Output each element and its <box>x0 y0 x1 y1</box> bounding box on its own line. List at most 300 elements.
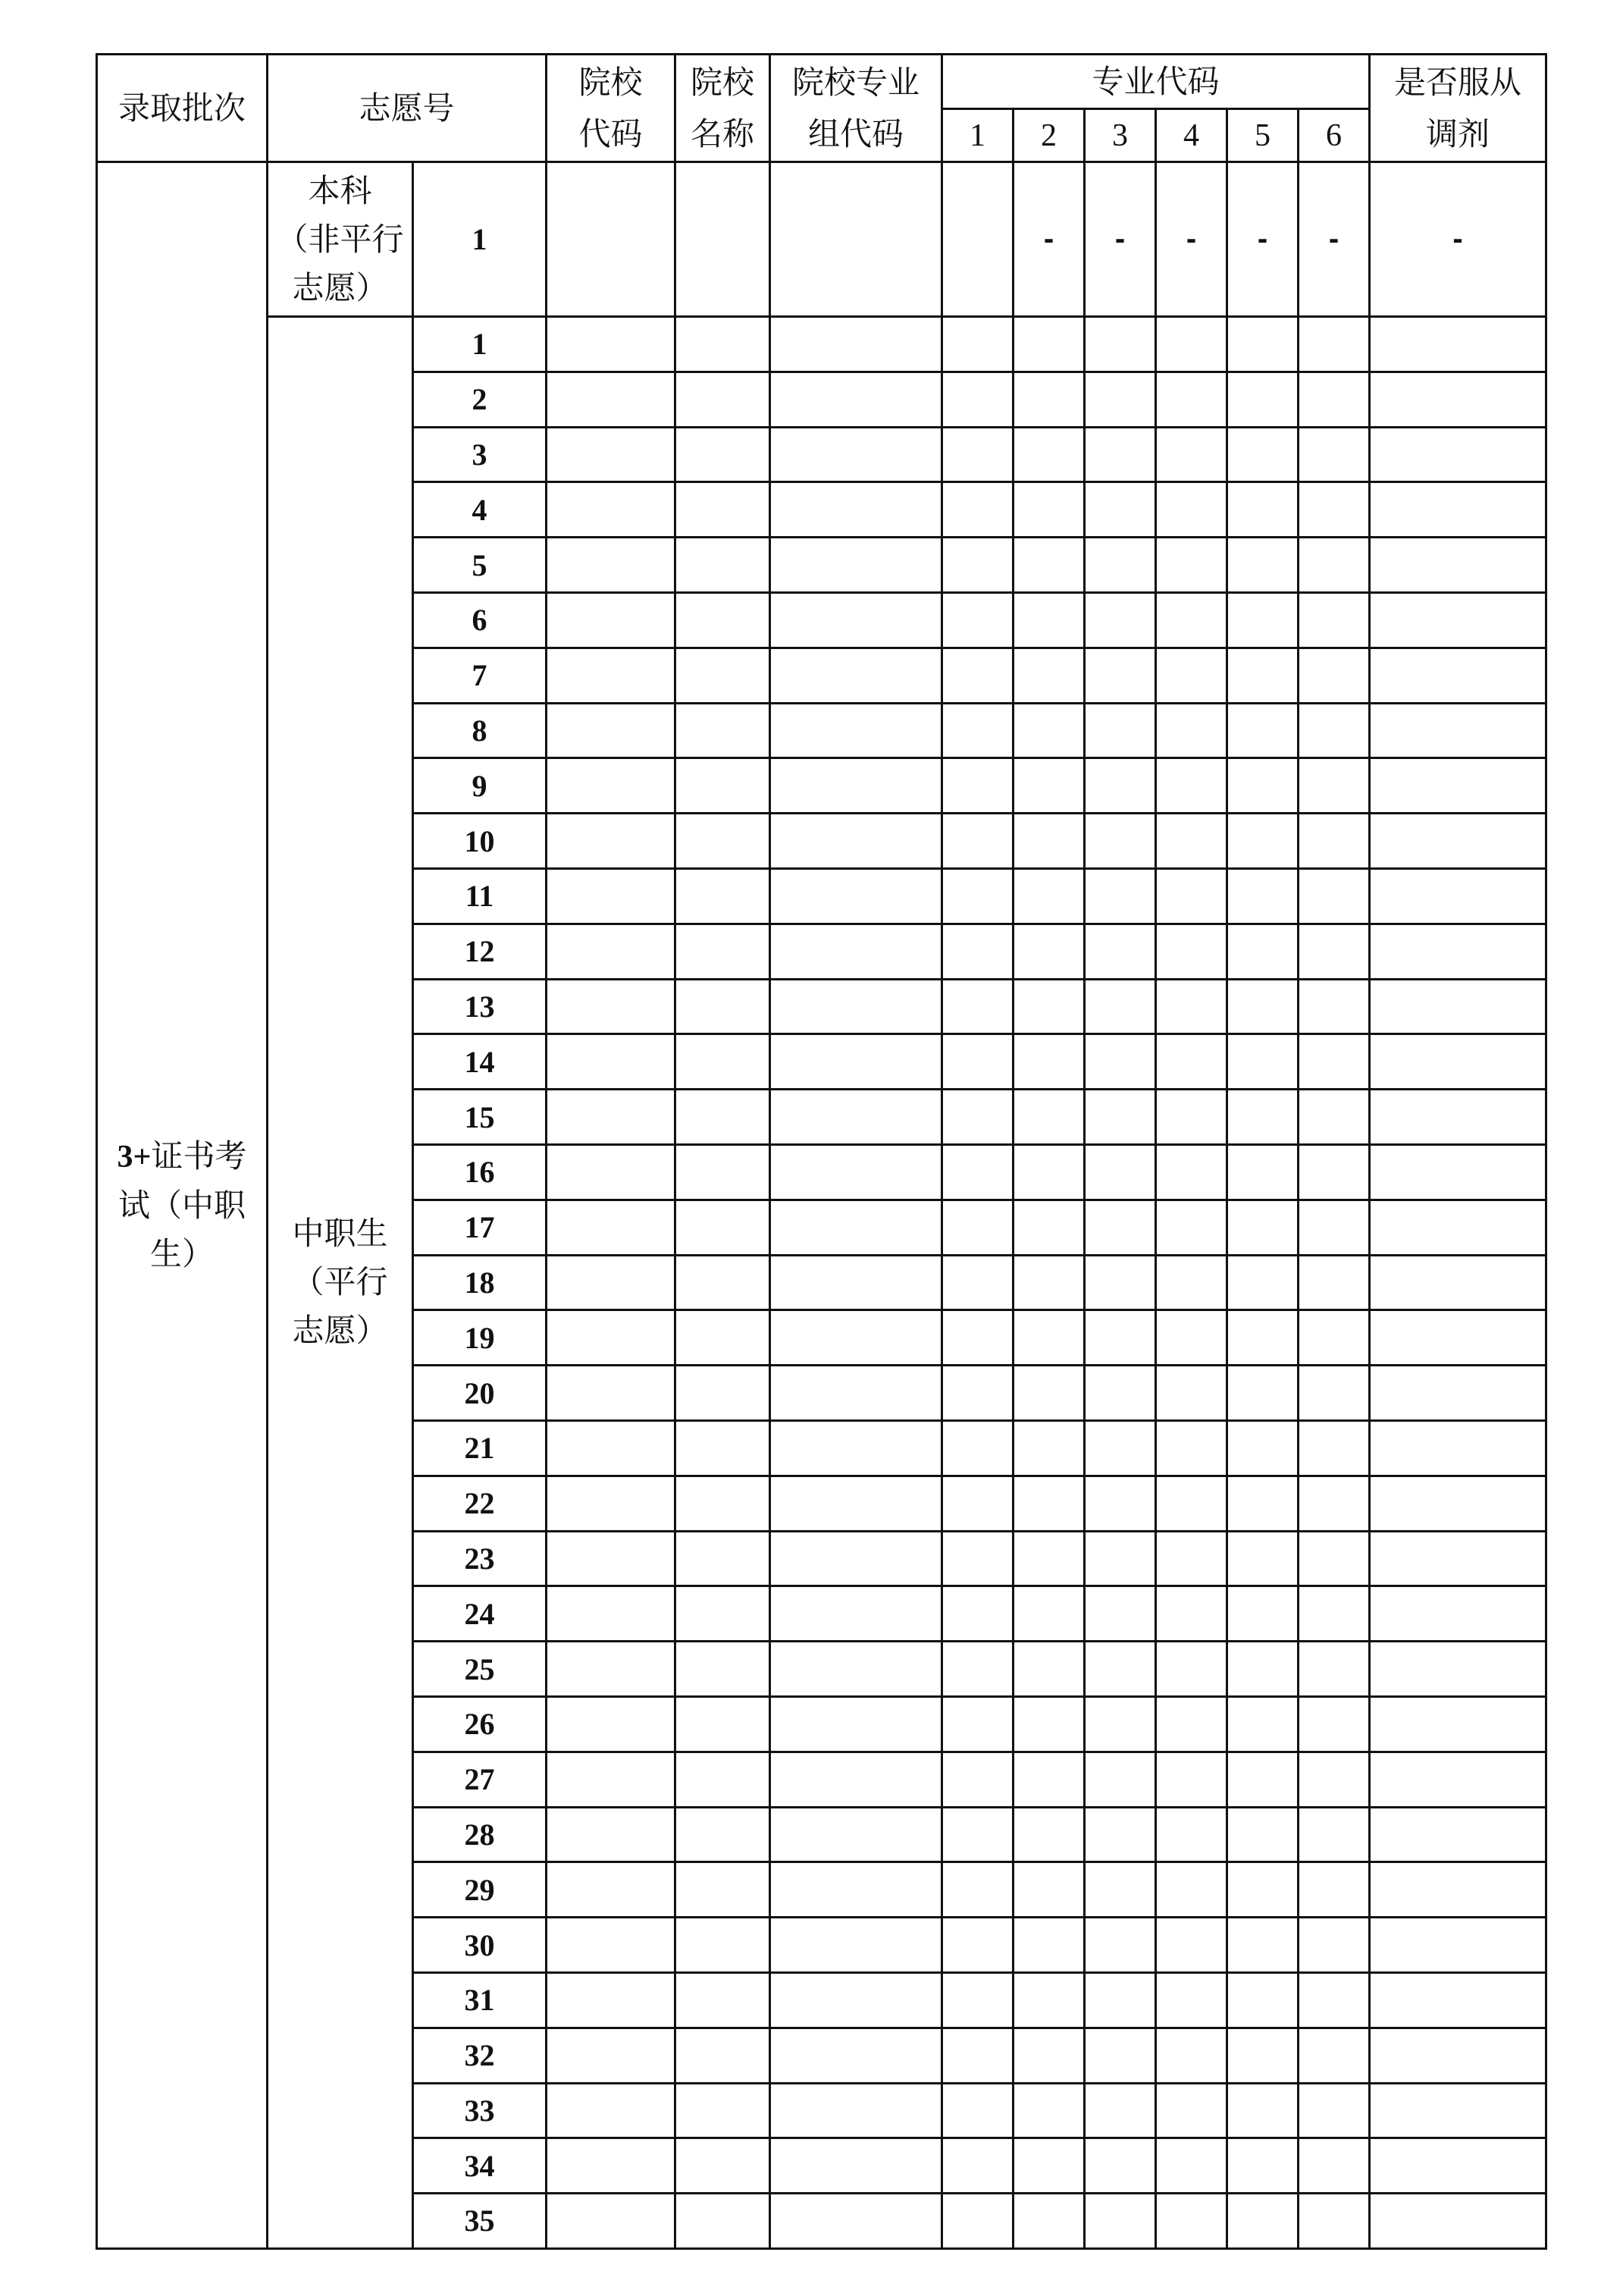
vocational-major-code-1-cell[interactable] <box>942 1586 1014 1642</box>
vocational-major-code-4-cell[interactable] <box>1156 1255 1227 1310</box>
vocational-major-code-1-cell[interactable] <box>942 868 1014 924</box>
vocational-major-code-2-cell[interactable] <box>1014 924 1085 979</box>
vocational-major-code-4-cell[interactable] <box>1156 2194 1227 2249</box>
vocational-major-code-2-cell[interactable] <box>1014 317 1085 372</box>
vocational-major-code-4-cell[interactable] <box>1156 372 1227 427</box>
vocational-school-code-cell[interactable] <box>547 1696 675 1752</box>
vocational-major-code-1-cell[interactable] <box>942 1090 1014 1145</box>
vocational-group-code-cell[interactable] <box>770 317 942 372</box>
vocational-major-code-2-cell[interactable] <box>1014 482 1085 538</box>
vocational-adjust-cell[interactable] <box>1370 1200 1546 1255</box>
vocational-group-code-cell[interactable] <box>770 538 942 593</box>
vocational-adjust-cell[interactable] <box>1370 482 1546 538</box>
vocational-major-code-1-cell[interactable] <box>942 1366 1014 1421</box>
vocational-major-code-6-cell[interactable] <box>1299 1586 1370 1642</box>
vocational-school-name-cell[interactable] <box>675 1531 770 1586</box>
vocational-major-code-6-cell[interactable] <box>1299 648 1370 703</box>
vocational-major-code-4-cell[interactable] <box>1156 538 1227 593</box>
vocational-major-code-6-cell[interactable] <box>1299 1918 1370 1973</box>
vocational-school-name-cell[interactable] <box>675 1200 770 1255</box>
vocational-major-code-1-cell[interactable] <box>942 2083 1014 2138</box>
vocational-major-code-5-cell[interactable] <box>1227 868 1299 924</box>
vocational-major-code-2-cell[interactable] <box>1014 648 1085 703</box>
vocational-major-code-3-cell[interactable] <box>1085 1144 1156 1200</box>
vocational-major-code-2-cell[interactable] <box>1014 703 1085 758</box>
vocational-school-code-cell[interactable] <box>547 1420 675 1476</box>
vocational-major-code-3-cell[interactable] <box>1085 648 1156 703</box>
vocational-major-code-2-cell[interactable] <box>1014 2028 1085 2083</box>
vocational-group-code-cell[interactable] <box>770 1034 942 1090</box>
vocational-major-code-6-cell[interactable] <box>1299 758 1370 814</box>
vocational-major-code-5-cell[interactable] <box>1227 1034 1299 1090</box>
vocational-major-code-2-cell[interactable] <box>1014 1752 1085 1807</box>
vocational-major-code-3-cell[interactable] <box>1085 427 1156 482</box>
vocational-major-code-1-cell[interactable] <box>942 1476 1014 1531</box>
vocational-major-code-4-cell[interactable] <box>1156 1696 1227 1752</box>
vocational-school-name-cell[interactable] <box>675 1972 770 2028</box>
vocational-adjust-cell[interactable] <box>1370 427 1546 482</box>
vocational-adjust-cell[interactable] <box>1370 1807 1546 1862</box>
vocational-adjust-cell[interactable] <box>1370 758 1546 814</box>
vocational-major-code-5-cell[interactable] <box>1227 1420 1299 1476</box>
vocational-major-code-3-cell[interactable] <box>1085 979 1156 1034</box>
vocational-major-code-2-cell[interactable] <box>1014 1310 1085 1366</box>
vocational-major-code-5-cell[interactable] <box>1227 648 1299 703</box>
vocational-major-code-5-cell[interactable] <box>1227 372 1299 427</box>
vocational-major-code-6-cell[interactable] <box>1299 1366 1370 1421</box>
vocational-major-code-6-cell[interactable] <box>1299 1034 1370 1090</box>
vocational-group-code-cell[interactable] <box>770 1476 942 1531</box>
vocational-school-code-cell[interactable] <box>547 979 675 1034</box>
vocational-major-code-3-cell[interactable] <box>1085 703 1156 758</box>
vocational-major-code-5-cell[interactable] <box>1227 1752 1299 1807</box>
vocational-school-name-cell[interactable] <box>675 814 770 869</box>
vocational-major-code-6-cell[interactable] <box>1299 703 1370 758</box>
vocational-major-code-5-cell[interactable] <box>1227 2028 1299 2083</box>
vocational-major-code-5-cell[interactable] <box>1227 1531 1299 1586</box>
vocational-major-code-5-cell[interactable] <box>1227 1366 1299 1421</box>
vocational-major-code-6-cell[interactable] <box>1299 427 1370 482</box>
undergrad-group-code-cell[interactable] <box>770 162 942 317</box>
vocational-major-code-4-cell[interactable] <box>1156 868 1227 924</box>
vocational-group-code-cell[interactable] <box>770 1752 942 1807</box>
vocational-group-code-cell[interactable] <box>770 868 942 924</box>
vocational-major-code-2-cell[interactable] <box>1014 1034 1085 1090</box>
vocational-major-code-4-cell[interactable] <box>1156 1972 1227 2028</box>
vocational-major-code-6-cell[interactable] <box>1299 1862 1370 1918</box>
vocational-school-name-cell[interactable] <box>675 1144 770 1200</box>
vocational-major-code-4-cell[interactable] <box>1156 703 1227 758</box>
vocational-major-code-3-cell[interactable] <box>1085 758 1156 814</box>
vocational-adjust-cell[interactable] <box>1370 1034 1546 1090</box>
vocational-major-code-5-cell[interactable] <box>1227 1696 1299 1752</box>
vocational-major-code-1-cell[interactable] <box>942 1200 1014 1255</box>
vocational-major-code-1-cell[interactable] <box>942 1696 1014 1752</box>
vocational-major-code-6-cell[interactable] <box>1299 2194 1370 2249</box>
vocational-adjust-cell[interactable] <box>1370 2194 1546 2249</box>
vocational-school-code-cell[interactable] <box>547 1807 675 1862</box>
vocational-major-code-1-cell[interactable] <box>942 979 1014 1034</box>
vocational-major-code-5-cell[interactable] <box>1227 1862 1299 1918</box>
vocational-major-code-1-cell[interactable] <box>942 758 1014 814</box>
vocational-major-code-2-cell[interactable] <box>1014 1420 1085 1476</box>
vocational-school-name-cell[interactable] <box>675 1807 770 1862</box>
vocational-school-name-cell[interactable] <box>675 979 770 1034</box>
vocational-school-code-cell[interactable] <box>547 1642 675 1697</box>
vocational-major-code-4-cell[interactable] <box>1156 758 1227 814</box>
vocational-major-code-5-cell[interactable] <box>1227 703 1299 758</box>
vocational-major-code-4-cell[interactable] <box>1156 2083 1227 2138</box>
vocational-major-code-4-cell[interactable] <box>1156 482 1227 538</box>
vocational-major-code-1-cell[interactable] <box>942 372 1014 427</box>
vocational-group-code-cell[interactable] <box>770 979 942 1034</box>
vocational-major-code-6-cell[interactable] <box>1299 1200 1370 1255</box>
vocational-major-code-3-cell[interactable] <box>1085 1642 1156 1697</box>
vocational-adjust-cell[interactable] <box>1370 317 1546 372</box>
vocational-major-code-5-cell[interactable] <box>1227 979 1299 1034</box>
vocational-group-code-cell[interactable] <box>770 1642 942 1697</box>
vocational-school-name-cell[interactable] <box>675 2138 770 2194</box>
vocational-group-code-cell[interactable] <box>770 2194 942 2249</box>
vocational-group-code-cell[interactable] <box>770 1918 942 1973</box>
vocational-school-name-cell[interactable] <box>675 1862 770 1918</box>
vocational-adjust-cell[interactable] <box>1370 372 1546 427</box>
vocational-group-code-cell[interactable] <box>770 2028 942 2083</box>
vocational-major-code-5-cell[interactable] <box>1227 1255 1299 1310</box>
vocational-adjust-cell[interactable] <box>1370 1642 1546 1697</box>
vocational-major-code-4-cell[interactable] <box>1156 1476 1227 1531</box>
vocational-major-code-2-cell[interactable] <box>1014 1200 1085 1255</box>
vocational-major-code-1-cell[interactable] <box>942 924 1014 979</box>
vocational-major-code-2-cell[interactable] <box>1014 814 1085 869</box>
vocational-major-code-2-cell[interactable] <box>1014 1476 1085 1531</box>
vocational-major-code-1-cell[interactable] <box>942 814 1014 869</box>
vocational-major-code-5-cell[interactable] <box>1227 1144 1299 1200</box>
vocational-major-code-6-cell[interactable] <box>1299 538 1370 593</box>
vocational-major-code-5-cell[interactable] <box>1227 924 1299 979</box>
vocational-major-code-3-cell[interactable] <box>1085 1034 1156 1090</box>
vocational-school-name-cell[interactable] <box>675 1310 770 1366</box>
vocational-group-code-cell[interactable] <box>770 814 942 869</box>
vocational-school-code-cell[interactable] <box>547 538 675 593</box>
vocational-major-code-4-cell[interactable] <box>1156 1090 1227 1145</box>
vocational-group-code-cell[interactable] <box>770 924 942 979</box>
vocational-major-code-5-cell[interactable] <box>1227 2138 1299 2194</box>
vocational-group-code-cell[interactable] <box>770 1586 942 1642</box>
vocational-major-code-2-cell[interactable] <box>1014 1807 1085 1862</box>
vocational-major-code-3-cell[interactable] <box>1085 2083 1156 2138</box>
vocational-adjust-cell[interactable] <box>1370 1586 1546 1642</box>
vocational-school-name-cell[interactable] <box>675 1476 770 1531</box>
vocational-group-code-cell[interactable] <box>770 1200 942 1255</box>
vocational-major-code-2-cell[interactable] <box>1014 1642 1085 1697</box>
vocational-major-code-4-cell[interactable] <box>1156 1752 1227 1807</box>
vocational-major-code-5-cell[interactable] <box>1227 1090 1299 1145</box>
vocational-school-code-cell[interactable] <box>547 1255 675 1310</box>
vocational-major-code-3-cell[interactable] <box>1085 2028 1156 2083</box>
vocational-major-code-6-cell[interactable] <box>1299 1531 1370 1586</box>
vocational-major-code-3-cell[interactable] <box>1085 1586 1156 1642</box>
undergrad-school-name-cell[interactable] <box>675 162 770 317</box>
vocational-major-code-6-cell[interactable] <box>1299 2083 1370 2138</box>
vocational-adjust-cell[interactable] <box>1370 1862 1546 1918</box>
vocational-major-code-6-cell[interactable] <box>1299 868 1370 924</box>
vocational-school-name-cell[interactable] <box>675 538 770 593</box>
vocational-school-code-cell[interactable] <box>547 1366 675 1421</box>
vocational-school-code-cell[interactable] <box>547 372 675 427</box>
vocational-major-code-6-cell[interactable] <box>1299 1476 1370 1531</box>
vocational-school-code-cell[interactable] <box>547 2083 675 2138</box>
vocational-adjust-cell[interactable] <box>1370 703 1546 758</box>
vocational-adjust-cell[interactable] <box>1370 1366 1546 1421</box>
vocational-major-code-4-cell[interactable] <box>1156 979 1227 1034</box>
vocational-adjust-cell[interactable] <box>1370 1090 1546 1145</box>
vocational-school-code-cell[interactable] <box>547 1476 675 1531</box>
vocational-major-code-1-cell[interactable] <box>942 317 1014 372</box>
vocational-major-code-1-cell[interactable] <box>942 1807 1014 1862</box>
vocational-school-name-cell[interactable] <box>675 592 770 648</box>
vocational-major-code-5-cell[interactable] <box>1227 592 1299 648</box>
vocational-group-code-cell[interactable] <box>770 758 942 814</box>
vocational-major-code-1-cell[interactable] <box>942 2028 1014 2083</box>
vocational-group-code-cell[interactable] <box>770 592 942 648</box>
vocational-major-code-1-cell[interactable] <box>942 1752 1014 1807</box>
vocational-school-code-cell[interactable] <box>547 1752 675 1807</box>
vocational-group-code-cell[interactable] <box>770 372 942 427</box>
vocational-adjust-cell[interactable] <box>1370 538 1546 593</box>
vocational-major-code-1-cell[interactable] <box>942 1972 1014 2028</box>
vocational-group-code-cell[interactable] <box>770 1310 942 1366</box>
vocational-major-code-3-cell[interactable] <box>1085 1531 1156 1586</box>
vocational-school-name-cell[interactable] <box>675 758 770 814</box>
vocational-major-code-4-cell[interactable] <box>1156 2028 1227 2083</box>
vocational-major-code-6-cell[interactable] <box>1299 1972 1370 2028</box>
vocational-major-code-1-cell[interactable] <box>942 427 1014 482</box>
vocational-major-code-2-cell[interactable] <box>1014 1586 1085 1642</box>
undergrad-school-code-cell[interactable] <box>547 162 675 317</box>
vocational-major-code-3-cell[interactable] <box>1085 372 1156 427</box>
vocational-major-code-5-cell[interactable] <box>1227 538 1299 593</box>
vocational-school-name-cell[interactable] <box>675 2194 770 2249</box>
vocational-major-code-3-cell[interactable] <box>1085 1420 1156 1476</box>
vocational-major-code-4-cell[interactable] <box>1156 1807 1227 1862</box>
vocational-school-name-cell[interactable] <box>675 1255 770 1310</box>
vocational-school-code-cell[interactable] <box>547 868 675 924</box>
vocational-school-code-cell[interactable] <box>547 1862 675 1918</box>
vocational-major-code-1-cell[interactable] <box>942 1144 1014 1200</box>
vocational-major-code-2-cell[interactable] <box>1014 427 1085 482</box>
vocational-major-code-3-cell[interactable] <box>1085 1918 1156 1973</box>
vocational-major-code-3-cell[interactable] <box>1085 592 1156 648</box>
vocational-school-name-cell[interactable] <box>675 1642 770 1697</box>
vocational-school-code-cell[interactable] <box>547 1531 675 1586</box>
vocational-group-code-cell[interactable] <box>770 1255 942 1310</box>
vocational-major-code-2-cell[interactable] <box>1014 758 1085 814</box>
vocational-major-code-2-cell[interactable] <box>1014 2194 1085 2249</box>
vocational-group-code-cell[interactable] <box>770 1090 942 1145</box>
vocational-major-code-4-cell[interactable] <box>1156 1200 1227 1255</box>
vocational-major-code-2-cell[interactable] <box>1014 868 1085 924</box>
vocational-school-name-cell[interactable] <box>675 648 770 703</box>
vocational-major-code-5-cell[interactable] <box>1227 2194 1299 2249</box>
vocational-major-code-6-cell[interactable] <box>1299 1420 1370 1476</box>
vocational-school-code-cell[interactable] <box>547 2138 675 2194</box>
vocational-adjust-cell[interactable] <box>1370 648 1546 703</box>
vocational-school-name-cell[interactable] <box>675 924 770 979</box>
vocational-group-code-cell[interactable] <box>770 1862 942 1918</box>
vocational-major-code-2-cell[interactable] <box>1014 2083 1085 2138</box>
vocational-major-code-1-cell[interactable] <box>942 703 1014 758</box>
vocational-adjust-cell[interactable] <box>1370 1420 1546 1476</box>
vocational-major-code-4-cell[interactable] <box>1156 1642 1227 1697</box>
vocational-adjust-cell[interactable] <box>1370 924 1546 979</box>
vocational-major-code-3-cell[interactable] <box>1085 924 1156 979</box>
vocational-major-code-5-cell[interactable] <box>1227 2083 1299 2138</box>
vocational-adjust-cell[interactable] <box>1370 1476 1546 1531</box>
vocational-major-code-3-cell[interactable] <box>1085 1476 1156 1531</box>
vocational-school-name-cell[interactable] <box>675 1586 770 1642</box>
vocational-major-code-5-cell[interactable] <box>1227 1310 1299 1366</box>
vocational-adjust-cell[interactable] <box>1370 1531 1546 1586</box>
vocational-major-code-4-cell[interactable] <box>1156 2138 1227 2194</box>
vocational-major-code-5-cell[interactable] <box>1227 1476 1299 1531</box>
vocational-major-code-2-cell[interactable] <box>1014 979 1085 1034</box>
vocational-major-code-1-cell[interactable] <box>942 1918 1014 1973</box>
vocational-group-code-cell[interactable] <box>770 1420 942 1476</box>
vocational-major-code-3-cell[interactable] <box>1085 1366 1156 1421</box>
vocational-school-name-cell[interactable] <box>675 1090 770 1145</box>
vocational-major-code-3-cell[interactable] <box>1085 868 1156 924</box>
vocational-school-code-cell[interactable] <box>547 1034 675 1090</box>
vocational-major-code-3-cell[interactable] <box>1085 1752 1156 1807</box>
vocational-group-code-cell[interactable] <box>770 1531 942 1586</box>
vocational-major-code-6-cell[interactable] <box>1299 2028 1370 2083</box>
vocational-group-code-cell[interactable] <box>770 2138 942 2194</box>
vocational-adjust-cell[interactable] <box>1370 2083 1546 2138</box>
vocational-major-code-6-cell[interactable] <box>1299 1310 1370 1366</box>
vocational-group-code-cell[interactable] <box>770 482 942 538</box>
vocational-school-name-cell[interactable] <box>675 427 770 482</box>
vocational-major-code-2-cell[interactable] <box>1014 1531 1085 1586</box>
vocational-adjust-cell[interactable] <box>1370 1918 1546 1973</box>
vocational-major-code-3-cell[interactable] <box>1085 1200 1156 1255</box>
vocational-school-code-cell[interactable] <box>547 317 675 372</box>
vocational-school-code-cell[interactable] <box>547 2028 675 2083</box>
vocational-major-code-6-cell[interactable] <box>1299 317 1370 372</box>
vocational-adjust-cell[interactable] <box>1370 979 1546 1034</box>
vocational-major-code-3-cell[interactable] <box>1085 2194 1156 2249</box>
vocational-adjust-cell[interactable] <box>1370 1310 1546 1366</box>
vocational-major-code-5-cell[interactable] <box>1227 1972 1299 2028</box>
vocational-major-code-4-cell[interactable] <box>1156 592 1227 648</box>
vocational-major-code-5-cell[interactable] <box>1227 317 1299 372</box>
vocational-major-code-3-cell[interactable] <box>1085 538 1156 593</box>
undergrad-major-code-1-cell[interactable] <box>942 162 1014 317</box>
vocational-school-name-cell[interactable] <box>675 1366 770 1421</box>
vocational-major-code-2-cell[interactable] <box>1014 1918 1085 1973</box>
vocational-major-code-3-cell[interactable] <box>1085 1972 1156 2028</box>
vocational-school-name-cell[interactable] <box>675 1420 770 1476</box>
vocational-school-name-cell[interactable] <box>675 1918 770 1973</box>
vocational-major-code-4-cell[interactable] <box>1156 1144 1227 1200</box>
vocational-major-code-6-cell[interactable] <box>1299 592 1370 648</box>
vocational-major-code-4-cell[interactable] <box>1156 1310 1227 1366</box>
vocational-adjust-cell[interactable] <box>1370 2028 1546 2083</box>
vocational-adjust-cell[interactable] <box>1370 1255 1546 1310</box>
vocational-major-code-5-cell[interactable] <box>1227 482 1299 538</box>
vocational-school-code-cell[interactable] <box>547 703 675 758</box>
vocational-school-code-cell[interactable] <box>547 758 675 814</box>
vocational-school-name-cell[interactable] <box>675 482 770 538</box>
vocational-major-code-1-cell[interactable] <box>942 1034 1014 1090</box>
vocational-school-code-cell[interactable] <box>547 1972 675 2028</box>
vocational-major-code-4-cell[interactable] <box>1156 1531 1227 1586</box>
vocational-major-code-3-cell[interactable] <box>1085 1696 1156 1752</box>
vocational-group-code-cell[interactable] <box>770 1972 942 2028</box>
vocational-school-name-cell[interactable] <box>675 1752 770 1807</box>
vocational-school-name-cell[interactable] <box>675 317 770 372</box>
vocational-school-code-cell[interactable] <box>547 648 675 703</box>
vocational-major-code-5-cell[interactable] <box>1227 1200 1299 1255</box>
vocational-school-code-cell[interactable] <box>547 427 675 482</box>
vocational-group-code-cell[interactable] <box>770 2083 942 2138</box>
vocational-major-code-1-cell[interactable] <box>942 1420 1014 1476</box>
vocational-major-code-6-cell[interactable] <box>1299 979 1370 1034</box>
vocational-major-code-1-cell[interactable] <box>942 1310 1014 1366</box>
vocational-adjust-cell[interactable] <box>1370 1696 1546 1752</box>
vocational-major-code-4-cell[interactable] <box>1156 648 1227 703</box>
vocational-major-code-3-cell[interactable] <box>1085 482 1156 538</box>
vocational-major-code-6-cell[interactable] <box>1299 2138 1370 2194</box>
vocational-major-code-4-cell[interactable] <box>1156 427 1227 482</box>
vocational-major-code-4-cell[interactable] <box>1156 317 1227 372</box>
vocational-major-code-5-cell[interactable] <box>1227 814 1299 869</box>
vocational-adjust-cell[interactable] <box>1370 814 1546 869</box>
vocational-major-code-1-cell[interactable] <box>942 538 1014 593</box>
vocational-school-name-cell[interactable] <box>675 1696 770 1752</box>
vocational-major-code-5-cell[interactable] <box>1227 1586 1299 1642</box>
vocational-school-code-cell[interactable] <box>547 924 675 979</box>
vocational-group-code-cell[interactable] <box>770 1807 942 1862</box>
vocational-school-code-cell[interactable] <box>547 2194 675 2249</box>
vocational-school-code-cell[interactable] <box>547 1586 675 1642</box>
vocational-major-code-4-cell[interactable] <box>1156 814 1227 869</box>
vocational-major-code-3-cell[interactable] <box>1085 2138 1156 2194</box>
vocational-major-code-6-cell[interactable] <box>1299 814 1370 869</box>
vocational-major-code-5-cell[interactable] <box>1227 758 1299 814</box>
vocational-school-code-cell[interactable] <box>547 814 675 869</box>
vocational-adjust-cell[interactable] <box>1370 592 1546 648</box>
vocational-major-code-2-cell[interactable] <box>1014 592 1085 648</box>
vocational-major-code-3-cell[interactable] <box>1085 1862 1156 1918</box>
vocational-major-code-6-cell[interactable] <box>1299 1696 1370 1752</box>
vocational-school-name-cell[interactable] <box>675 2028 770 2083</box>
vocational-major-code-1-cell[interactable] <box>942 2194 1014 2249</box>
vocational-major-code-5-cell[interactable] <box>1227 1642 1299 1697</box>
vocational-school-name-cell[interactable] <box>675 372 770 427</box>
vocational-major-code-6-cell[interactable] <box>1299 1144 1370 1200</box>
vocational-major-code-4-cell[interactable] <box>1156 1366 1227 1421</box>
vocational-school-name-cell[interactable] <box>675 1034 770 1090</box>
vocational-major-code-6-cell[interactable] <box>1299 1090 1370 1145</box>
vocational-major-code-4-cell[interactable] <box>1156 924 1227 979</box>
vocational-major-code-3-cell[interactable] <box>1085 814 1156 869</box>
vocational-major-code-3-cell[interactable] <box>1085 1255 1156 1310</box>
vocational-major-code-1-cell[interactable] <box>942 482 1014 538</box>
vocational-major-code-4-cell[interactable] <box>1156 1918 1227 1973</box>
vocational-school-code-cell[interactable] <box>547 1200 675 1255</box>
vocational-major-code-6-cell[interactable] <box>1299 1807 1370 1862</box>
